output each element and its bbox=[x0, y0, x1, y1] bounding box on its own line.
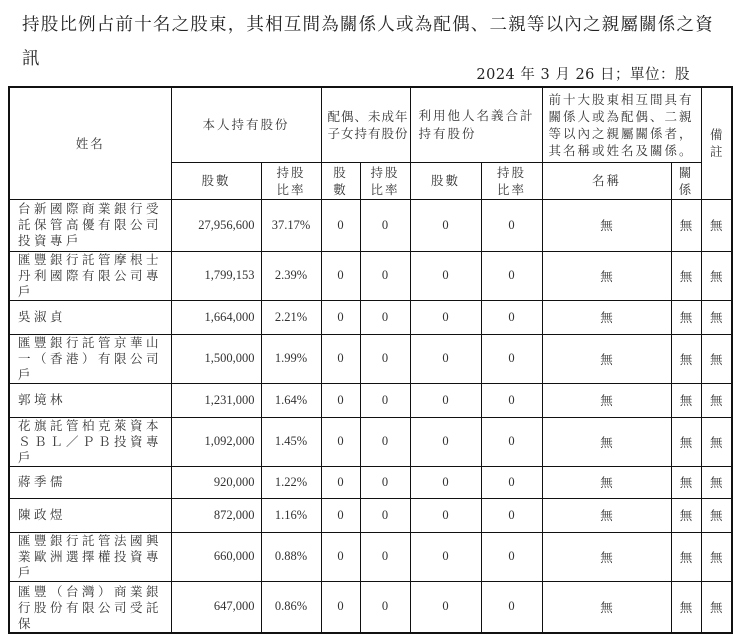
remark: 無 bbox=[701, 334, 732, 383]
subheader-spouse-shares: 股數 bbox=[321, 162, 360, 199]
spouse-shares: 0 bbox=[321, 199, 360, 251]
related-name: 無 bbox=[542, 581, 671, 633]
related-name: 無 bbox=[542, 498, 671, 532]
nominee-ratio: 0 bbox=[481, 466, 542, 498]
spouse-shares: 0 bbox=[321, 532, 360, 581]
related-name: 無 bbox=[542, 417, 671, 466]
related-relation: 無 bbox=[671, 498, 701, 532]
subheader-nominee-ratio: 持股比率 bbox=[481, 162, 542, 199]
remark: 無 bbox=[701, 199, 732, 251]
nominee-shares: 0 bbox=[410, 251, 481, 300]
nominee-shares: 0 bbox=[410, 498, 481, 532]
table-row bbox=[9, 199, 732, 251]
shares-ratio: 1.45% bbox=[261, 417, 321, 466]
table-row bbox=[9, 417, 732, 466]
shares-count: 920,000 bbox=[171, 466, 261, 498]
subheader-nominee-shares: 股數 bbox=[410, 162, 481, 199]
header-spouse-minor-shares: 配偶、未成年子女持有股份 bbox=[321, 87, 410, 162]
nominee-ratio: 0 bbox=[481, 498, 542, 532]
nominee-shares: 0 bbox=[410, 466, 481, 498]
spouse-ratio: 0 bbox=[360, 334, 410, 383]
table-row bbox=[9, 251, 732, 300]
spouse-ratio: 0 bbox=[360, 300, 410, 334]
nominee-shares: 0 bbox=[410, 199, 481, 251]
nominee-shares: 0 bbox=[410, 300, 481, 334]
nominee-ratio: 0 bbox=[481, 251, 542, 300]
remark: 無 bbox=[701, 466, 732, 498]
related-relation: 無 bbox=[671, 417, 701, 466]
shareholder-name: 蔣季儒 bbox=[9, 466, 171, 498]
shareholder-name: 台新國際商業銀行受託保管高優有限公司投資專戶 bbox=[9, 199, 171, 251]
remark: 無 bbox=[701, 581, 732, 633]
nominee-ratio: 0 bbox=[481, 199, 542, 251]
spouse-shares: 0 bbox=[321, 334, 360, 383]
nominee-shares: 0 bbox=[410, 383, 481, 417]
shares-ratio: 2.21% bbox=[261, 300, 321, 334]
shares-count: 1,500,000 bbox=[171, 334, 261, 383]
related-name: 無 bbox=[542, 334, 671, 383]
shares-ratio: 1.22% bbox=[261, 466, 321, 498]
related-relation: 無 bbox=[671, 581, 701, 633]
remark: 無 bbox=[701, 498, 732, 532]
related-name: 無 bbox=[542, 383, 671, 417]
shares-count: 660,000 bbox=[171, 532, 261, 581]
top-ten-shareholders-table bbox=[8, 86, 733, 634]
spouse-ratio: 0 bbox=[360, 199, 410, 251]
header-related-parties: 前十大股東相互間具有關係人或為配偶、二親等以內之親屬關係者，其名稱或姓名及關係。 bbox=[542, 87, 701, 162]
related-name: 無 bbox=[542, 251, 671, 300]
spouse-ratio: 0 bbox=[360, 251, 410, 300]
nominee-ratio: 0 bbox=[481, 532, 542, 581]
related-relation: 無 bbox=[671, 466, 701, 498]
related-relation: 無 bbox=[671, 383, 701, 417]
nominee-shares: 0 bbox=[410, 417, 481, 466]
shares-ratio: 1.16% bbox=[261, 498, 321, 532]
spouse-shares: 0 bbox=[321, 300, 360, 334]
related-relation: 無 bbox=[671, 300, 701, 334]
page-title: 持股比例占前十名之股東，其相互間為關係人或為配偶、二親等以內之親屬關係之資訊 bbox=[22, 15, 714, 69]
shares-count: 27,956,600 bbox=[171, 199, 261, 251]
remark: 無 bbox=[701, 300, 732, 334]
spouse-shares: 0 bbox=[321, 498, 360, 532]
shares-ratio: 1.64% bbox=[261, 383, 321, 417]
shares-count: 1,799,153 bbox=[171, 251, 261, 300]
nominee-ratio: 0 bbox=[481, 581, 542, 633]
related-name: 無 bbox=[542, 532, 671, 581]
nominee-ratio: 0 bbox=[481, 300, 542, 334]
shares-count: 1,092,000 bbox=[171, 417, 261, 466]
shares-count: 1,231,000 bbox=[171, 383, 261, 417]
subheader-own-ratio: 持股比率 bbox=[261, 162, 321, 199]
spouse-ratio: 0 bbox=[360, 498, 410, 532]
nominee-ratio: 0 bbox=[481, 417, 542, 466]
table-row bbox=[9, 581, 732, 633]
nominee-shares: 0 bbox=[410, 581, 481, 633]
subheader-related-relation: 關係 bbox=[671, 162, 701, 199]
subheader-spouse-ratio: 持股比率 bbox=[360, 162, 410, 199]
shares-count: 647,000 bbox=[171, 581, 261, 633]
related-relation: 無 bbox=[671, 334, 701, 383]
spouse-shares: 0 bbox=[321, 251, 360, 300]
spouse-ratio: 0 bbox=[360, 417, 410, 466]
shares-ratio: 1.99% bbox=[261, 334, 321, 383]
shares-ratio: 0.88% bbox=[261, 532, 321, 581]
remark: 無 bbox=[701, 417, 732, 466]
shares-ratio: 37.17% bbox=[261, 199, 321, 251]
nominee-shares: 0 bbox=[410, 334, 481, 383]
shareholder-name: 陳政煜 bbox=[9, 498, 171, 532]
spouse-ratio: 0 bbox=[360, 383, 410, 417]
related-relation: 無 bbox=[671, 532, 701, 581]
nominee-ratio: 0 bbox=[481, 383, 542, 417]
shareholder-name: 郭境林 bbox=[9, 383, 171, 417]
shareholder-name: 匯豐銀行託管摩根士丹利國際有限公司專戶 bbox=[9, 251, 171, 300]
shares-count: 872,000 bbox=[171, 498, 261, 532]
related-name: 無 bbox=[542, 199, 671, 251]
shares-ratio: 0.86% bbox=[261, 581, 321, 633]
related-name: 無 bbox=[542, 300, 671, 334]
shareholder-name: 匯豐銀行託管法國興業歐洲選擇權投資專戶 bbox=[9, 532, 171, 581]
spouse-shares: 0 bbox=[321, 466, 360, 498]
table-row bbox=[9, 300, 732, 334]
remark: 無 bbox=[701, 532, 732, 581]
spouse-shares: 0 bbox=[321, 581, 360, 633]
spouse-shares: 0 bbox=[321, 417, 360, 466]
date-unit-label: 2024 年 3 月 26 日；單位：股 bbox=[476, 67, 690, 83]
remark: 無 bbox=[701, 251, 732, 300]
shareholder-name: 吳淑貞 bbox=[9, 300, 171, 334]
shares-count: 1,664,000 bbox=[171, 300, 261, 334]
header-remark: 備註 bbox=[701, 87, 732, 199]
table-row bbox=[9, 466, 732, 498]
related-relation: 無 bbox=[671, 199, 701, 251]
related-name: 無 bbox=[542, 466, 671, 498]
table-row bbox=[9, 383, 732, 417]
spouse-ratio: 0 bbox=[360, 466, 410, 498]
shares-ratio: 2.39% bbox=[261, 251, 321, 300]
nominee-ratio: 0 bbox=[481, 334, 542, 383]
header-row-1 bbox=[9, 87, 732, 162]
remark: 無 bbox=[701, 383, 732, 417]
spouse-shares: 0 bbox=[321, 383, 360, 417]
subheader-own-shares: 股數 bbox=[171, 162, 261, 199]
table-row bbox=[9, 532, 732, 581]
shareholder-name: 匯豐銀行託管京華山一（香港）有限公司戶 bbox=[9, 334, 171, 383]
header-own-shares: 本人持有股份 bbox=[171, 87, 321, 162]
header-nominee-shares: 利用他人名義合計持有股份 bbox=[410, 87, 542, 162]
related-relation: 無 bbox=[671, 251, 701, 300]
header-name: 姓名 bbox=[9, 87, 171, 199]
nominee-shares: 0 bbox=[410, 532, 481, 581]
spouse-ratio: 0 bbox=[360, 532, 410, 581]
spouse-ratio: 0 bbox=[360, 581, 410, 633]
shareholder-name: 匯豐（台灣）商業銀行股份有限公司受託保 bbox=[9, 581, 171, 633]
table-row bbox=[9, 498, 732, 532]
subheader-related-name: 名稱 bbox=[542, 162, 671, 199]
table-row bbox=[9, 334, 732, 383]
shareholder-name: 花旗託管柏克萊資本ＳＢＬ／ＰＢ投資專戶 bbox=[9, 417, 171, 466]
